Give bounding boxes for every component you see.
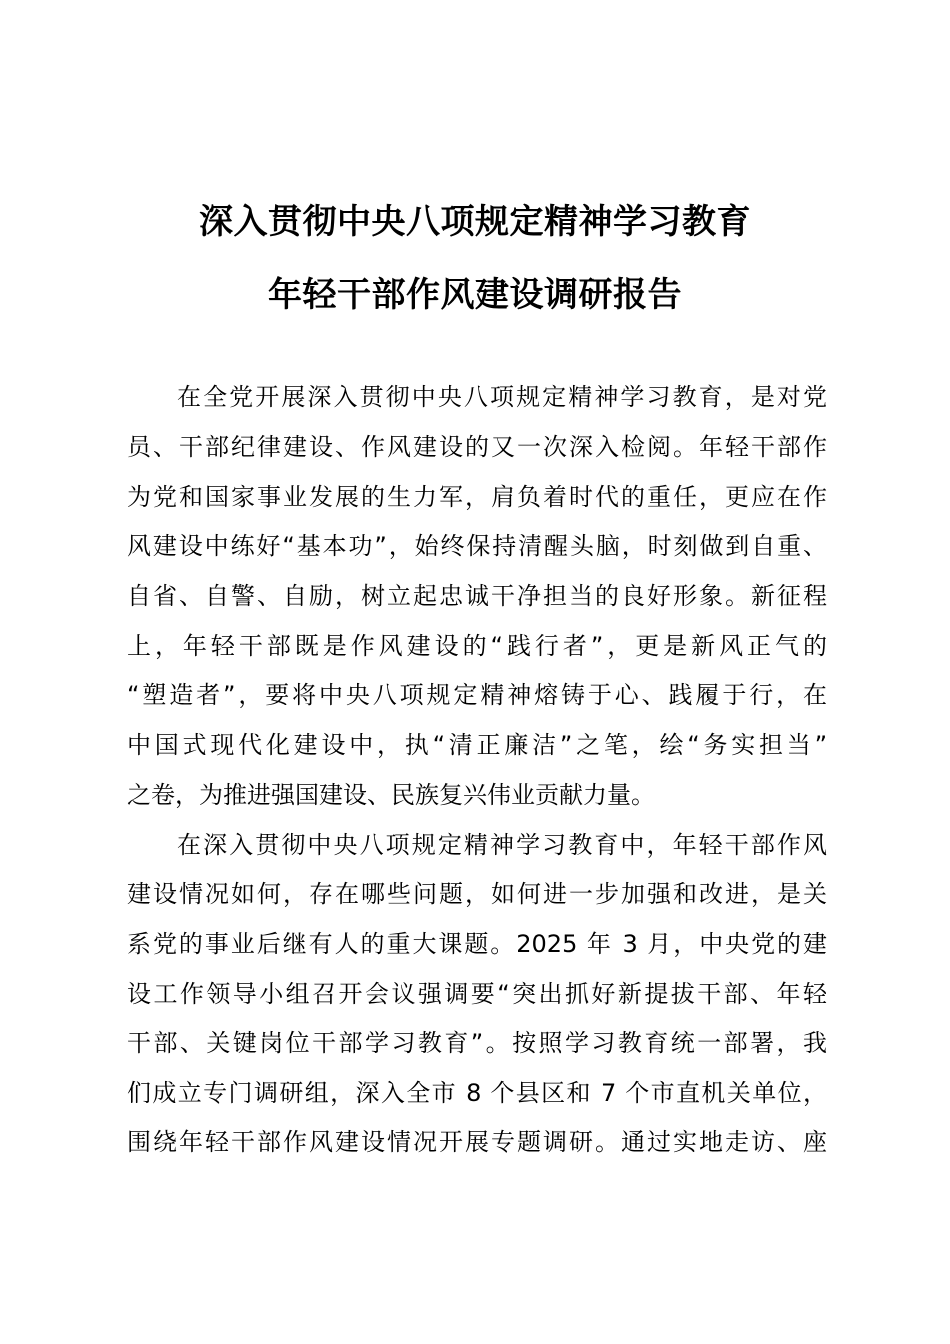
paragraph-1-line-6: 上，年轻干部既是作风建设的“践行者”，更是新风正气的 [127,632,827,660]
paragraph-2-line-3: 系党的事业后继有人的重大课题。2025 年 3 月，中央党的建 [127,930,827,958]
paragraph-1-line-3: 为党和国家事业发展的生力军，肩负着时代的重任，更应在作 [127,483,827,511]
paragraph-1-line-7: “塑造者”，要将中央八项规定精神熔铸于心、践履于行，在 [127,681,827,709]
paragraph-2-line-1: 在深入贯彻中央八项规定精神学习教育中，年轻干部作风 [177,831,827,859]
paragraph-1-line-1: 在全党开展深入贯彻中央八项规定精神学习教育，是对党 [177,383,827,411]
paragraph-2-line-2: 建设情况如何，存在哪些问题，如何进一步加强和改进，是关 [127,880,827,908]
paragraph-2-line-4: 设工作领导小组召开会议强调要“突出抓好新提拔干部、年轻 [127,980,827,1008]
paragraph-1-line-4: 风建设中练好“基本功”，始终保持清醒头脑，时刻做到自重、 [127,532,827,560]
paragraph-1-line-8: 中国式现代化建设中，执“清正廉洁”之笔，绘“务实担当” [127,731,827,759]
paragraph-1-line-9: 之卷，为推进强国建设、民族复兴伟业贡献力量。 [127,781,655,809]
paragraph-2-line-6: 们成立专门调研组，深入全市 8 个县区和 7 个市直机关单位， [127,1079,827,1107]
paragraph-1-line-2: 员、干部纪律建设、作风建设的又一次深入检阅。年轻干部作 [127,433,827,461]
paragraph-2-line-5: 干部、关键岗位干部学习教育”。按照学习教育统一部署，我 [127,1029,827,1057]
document-title-line-2: 年轻干部作风建设调研报告 [268,275,682,315]
document-title-line-1: 深入贯彻中央八项规定精神学习教育 [199,202,751,242]
paragraph-1-line-5: 自省、自警、自励，树立起忠诚干净担当的良好形象。新征程 [127,582,827,610]
paragraph-2-line-7: 围绕年轻干部作风建设情况开展专题调研。通过实地走访、座 [127,1128,827,1156]
